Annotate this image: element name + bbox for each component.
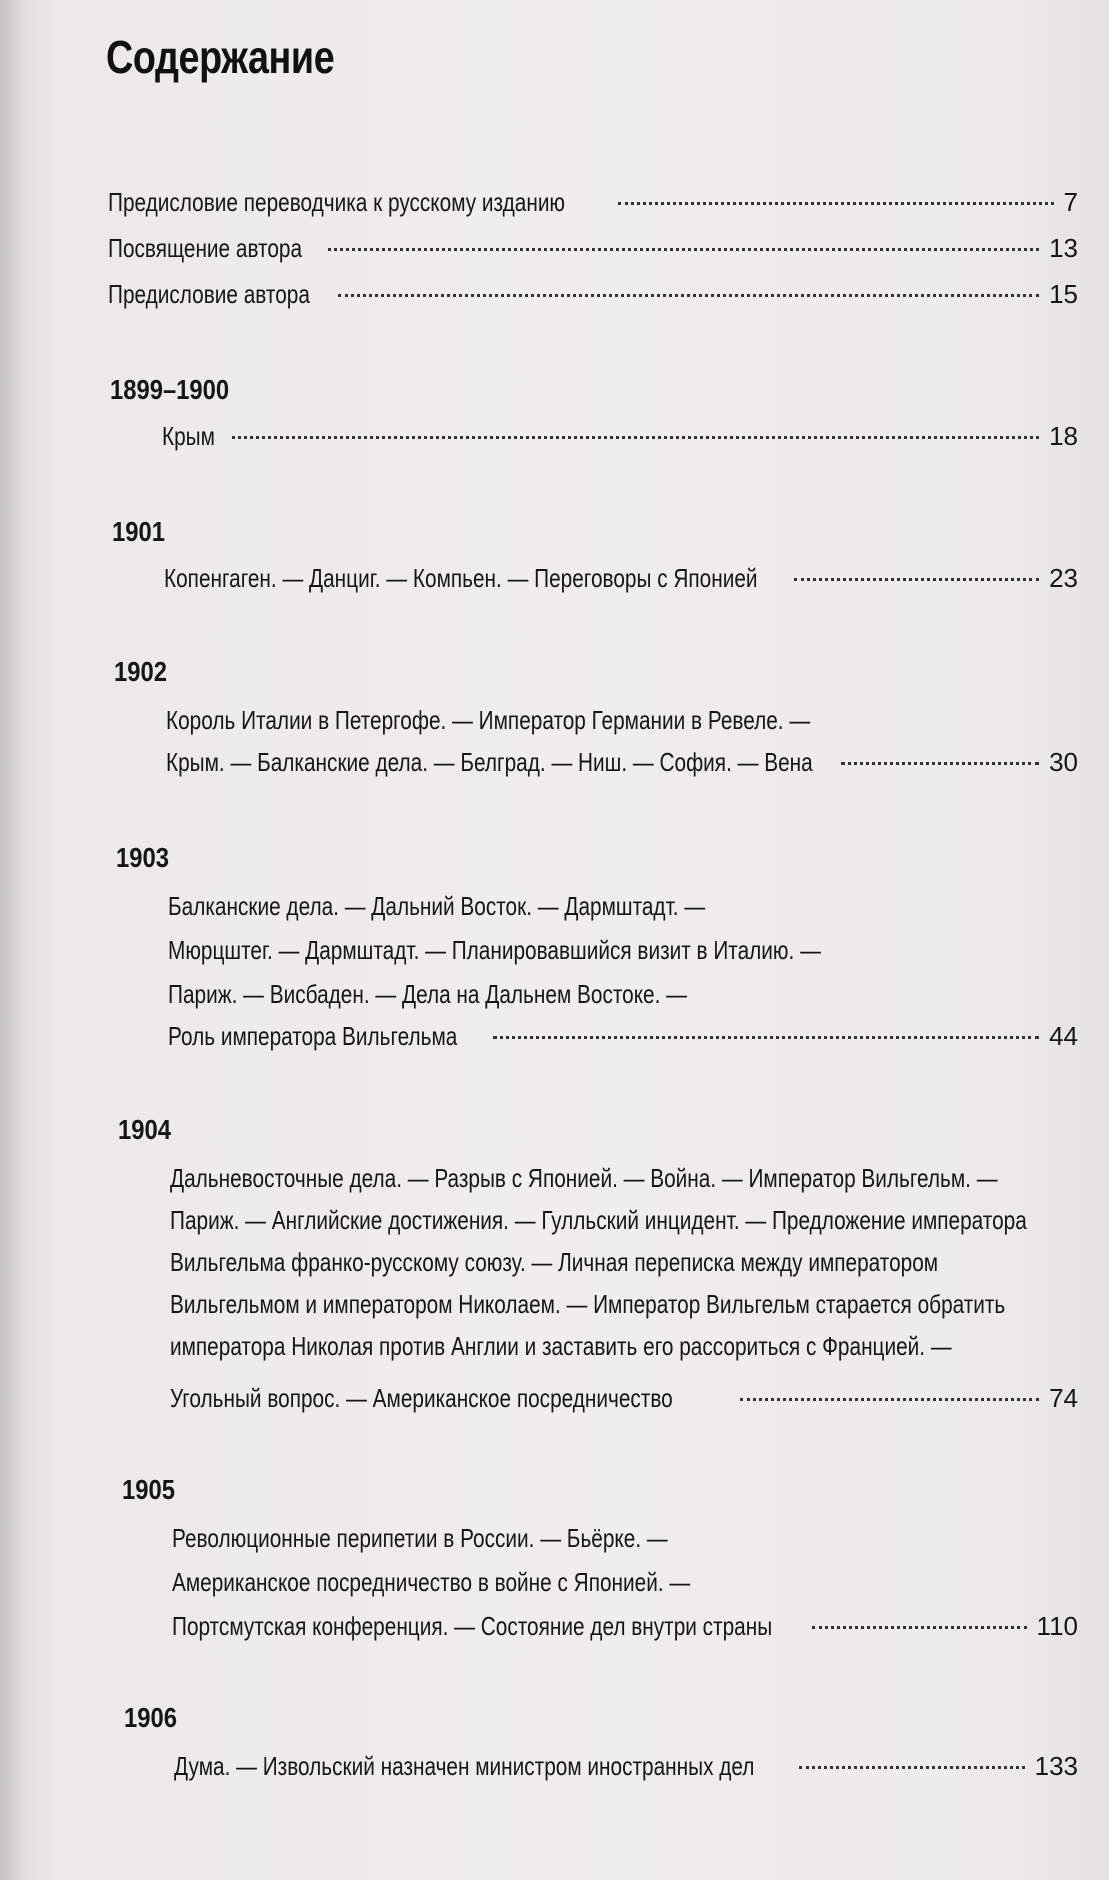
toc-entry-page: 18 [1049, 421, 1078, 451]
toc-entry[interactable] [108, 186, 1078, 218]
toc-entry-text: Посвящение автора [108, 233, 303, 263]
toc-entry-page: 7 [1063, 187, 1078, 217]
toc-entry-text: Вильгельмом и императором Николаем. — Император Вильгельм старается обратить [170, 1289, 1006, 1319]
toc-entry-text: Роль императора Вильгельма [168, 1021, 458, 1051]
toc-entry[interactable] [168, 1020, 1078, 1052]
dot-leader [618, 202, 1054, 205]
toc-entry-text: Угольный вопрос. — Американское посредничество [170, 1383, 673, 1413]
toc-entry-text: Крым [162, 421, 215, 451]
toc-entry-text: Предисловие автора [108, 279, 310, 309]
dot-leader [799, 1766, 1025, 1769]
page-title: Содержание [106, 31, 335, 83]
toc-entry-text: Крым. — Балканские дела. — Белград. — Ниш. — София. — Вена [166, 747, 813, 777]
toc-entry-text: Король Италии в Петергофе. — Император Германии в Ревеле. — [166, 705, 811, 735]
toc-entry-page: 44 [1049, 1021, 1078, 1051]
toc-entry-text: Революционные перипетии в России. — Бьёрке. — [172, 1523, 668, 1553]
dot-leader [740, 1398, 1039, 1401]
toc-entry[interactable] [170, 1382, 1078, 1414]
toc-entry[interactable] [162, 420, 1078, 452]
toc-entry-text: Копенгаген. — Данциг. — Компьен. — Переговоры с Японией [164, 563, 758, 593]
toc-entry-page: 13 [1049, 233, 1078, 263]
toc-entry[interactable] [166, 746, 1078, 778]
section-year: 1906 [124, 1702, 177, 1733]
toc-entry[interactable] [164, 562, 1078, 594]
dot-leader [841, 762, 1039, 765]
dot-leader [232, 436, 1039, 439]
toc-entry-text: Дальневосточные дела. — Разрыв с Японией. — Война. — Император Вильгельм. — [170, 1163, 998, 1193]
toc-entry-text: Дума. — Извольский назначен министром иностранных дел [174, 1751, 755, 1781]
toc-entry-page: 110 [1036, 1611, 1078, 1641]
section-year: 1904 [118, 1114, 171, 1145]
toc-entry-text: Портсмутская конференция. — Состояние дел внутри страны [172, 1611, 773, 1641]
toc-entry-text: Предисловие переводчика к русскому изданию [108, 187, 566, 217]
dot-leader [794, 578, 1039, 581]
section-year: 1903 [116, 842, 169, 873]
toc-entry-text: Париж. — Английские достижения. — Гулльский инцидент. — Предложение императора [170, 1205, 1027, 1235]
toc-entry-text: Балканские дела. — Дальний Восток. — Дармштадт. — [168, 891, 706, 921]
section-year: 1901 [112, 516, 165, 547]
section-year: 1905 [122, 1474, 175, 1505]
dot-leader [812, 1626, 1027, 1629]
section-year: 1902 [114, 656, 167, 687]
toc-entry-page: 133 [1034, 1751, 1078, 1781]
toc-entry-page: 15 [1049, 279, 1078, 309]
toc-entry[interactable] [108, 278, 1078, 310]
toc-entry[interactable] [172, 1610, 1078, 1642]
toc-entry[interactable] [108, 232, 1078, 264]
toc-entry-page: 74 [1049, 1383, 1078, 1413]
toc-entry-text: Американское посредничество в войне с Японией. — [172, 1567, 691, 1597]
toc-entry-text: императора Николая против Англии и заставить его рассориться с Францией. — [170, 1331, 952, 1361]
dot-leader [493, 1036, 1039, 1039]
page-shadow [0, 0, 28, 1880]
toc-entry[interactable] [174, 1750, 1078, 1782]
toc-entry-page: 30 [1049, 747, 1078, 777]
toc-entry-text: Париж. — Висбаден. — Дела на Дальнем Востоке. — [168, 979, 687, 1009]
toc-entry-text: Мюрцштег. — Дармштадт. — Планировавшийся визит в Италию. — [168, 935, 821, 965]
dot-leader [328, 248, 1039, 251]
section-year: 1899–1900 [110, 374, 230, 405]
toc-entry-page: 23 [1049, 563, 1078, 593]
toc-entry-text: Вильгельма франко-русскому союзу. — Личная переписка между императором [170, 1247, 939, 1277]
dot-leader [338, 294, 1039, 297]
